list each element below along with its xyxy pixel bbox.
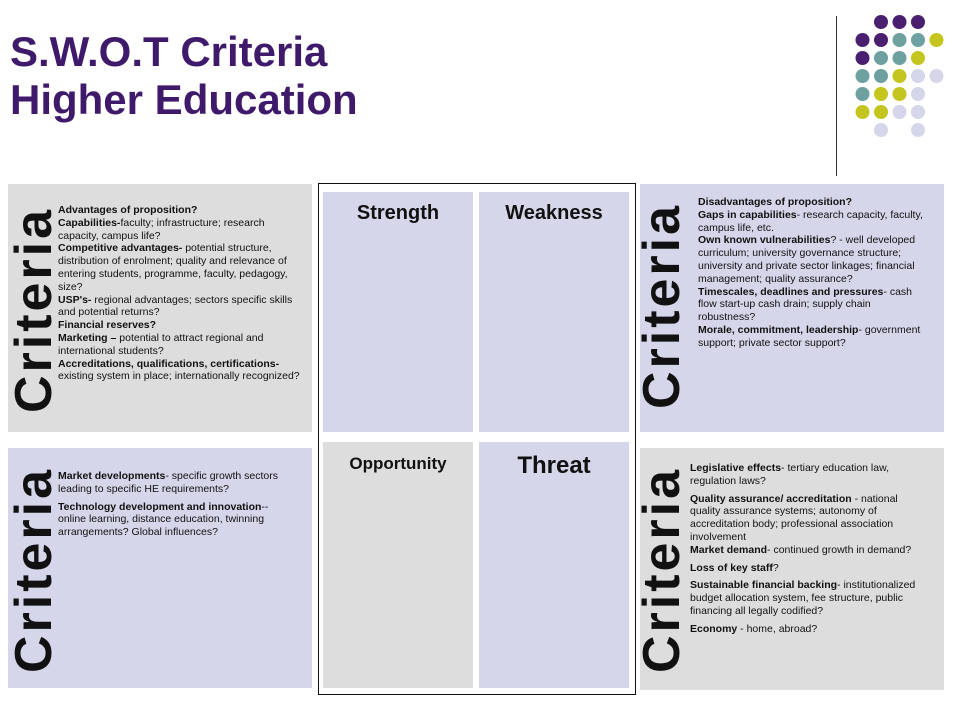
criteria-item-detail: - cash flow start-up cash drain; supply chain robustness?: [698, 285, 912, 324]
weakness-criteria-panel: [633, 184, 944, 432]
criteria-item-heading: Economy: [690, 622, 738, 635]
criteria-item: [58, 470, 280, 496]
criteria-item: [690, 623, 924, 636]
decorative-dot: [856, 87, 870, 101]
criteria-item-heading: Financial reserves?: [58, 319, 157, 332]
criteria-item-detail: - continued growth in demand?: [767, 543, 912, 556]
criteria-label: Criteria: [633, 466, 691, 674]
decorative-dot: [911, 123, 925, 137]
criteria-item-detail: - institutionalized budget allocation system, fee structure, public financing all legally codified?: [690, 579, 916, 617]
strength-quadrant: [323, 192, 473, 432]
decorative-dot: [911, 105, 925, 119]
opportunity-label: Opportunity: [349, 454, 447, 473]
criteria-item-detail: - national quality assurance systems; autonomy of accreditation body; professional association involvement: [690, 492, 898, 543]
criteria-item-heading: Capabilities-: [58, 216, 121, 229]
decorative-dot: [911, 15, 925, 29]
criteria-item: [698, 196, 930, 209]
criteria-item-heading: Own known vulnerabilities: [698, 234, 831, 247]
criteria-item-heading: Gaps in capabilities: [698, 208, 797, 221]
threat-quadrant: [479, 442, 629, 688]
criteria-item-detail: existing system in place; internationally recognized?: [58, 370, 300, 383]
criteria-item-detail: - home, abroad?: [737, 622, 818, 635]
criteria-item-detail: - research capacity, faculty, campus life, etc.: [698, 208, 923, 234]
threat-label: Threat: [517, 452, 591, 479]
decorative-dot: [874, 33, 888, 47]
criteria-item-heading: Marketing –: [58, 331, 120, 344]
decorative-dot: [856, 33, 870, 47]
criteria-item: [58, 358, 306, 384]
criteria-item-heading: Technology development and innovation: [58, 500, 262, 513]
criteria-item-detail: ?: [772, 561, 779, 574]
swot-grid: [318, 183, 636, 695]
criteria-item-heading: Accreditations, qualifications, certifications-: [58, 357, 280, 370]
decorative-dot: [874, 87, 888, 101]
decorative-dot: [874, 15, 888, 29]
criteria-item-detail: - tertiary education law, regulation laws?: [690, 462, 890, 487]
criteria-item: [58, 501, 280, 539]
decorative-dot: [911, 33, 925, 47]
criteria-item-detail: - specific growth sectors leading to specific HE requirements?: [58, 470, 278, 495]
criteria-item: [58, 294, 306, 320]
criteria-item-detail: ? - well developed curriculum; university governance structure; university and private sector linkages; financial management; quality assurance?: [698, 234, 916, 285]
decorative-dot: [911, 87, 925, 101]
decorative-dot: [874, 105, 888, 119]
decorative-dot: [874, 51, 888, 65]
decorative-dot: [874, 123, 888, 137]
weakness-criteria-text: [698, 196, 930, 350]
criteria-item: [690, 562, 924, 575]
opportunity-criteria-panel: [5, 448, 312, 688]
decorative-dot: [856, 69, 870, 83]
criteria-item-heading: Competitive advantages-: [58, 242, 183, 255]
criteria-label: Criteria: [5, 206, 63, 414]
criteria-item: [58, 204, 306, 217]
criteria-item: [690, 579, 924, 617]
opportunity-quadrant: [323, 442, 473, 688]
criteria-item: [698, 209, 930, 235]
decorative-dot: [893, 69, 907, 83]
criteria-item: [690, 462, 924, 488]
criteria-item: [698, 286, 930, 324]
decorative-dot: [930, 33, 944, 47]
criteria-label: Criteria: [633, 202, 691, 410]
threat-criteria-panel: [633, 448, 944, 690]
criteria-item-heading: Morale, commitment, leadership: [698, 323, 859, 336]
decorative-dot: [893, 87, 907, 101]
criteria-item-heading: Disadvantages of proposition?: [698, 196, 853, 208]
decorative-dot: [874, 69, 888, 83]
decorative-dot: [930, 69, 944, 83]
criteria-item-heading: Market demand: [690, 543, 768, 556]
criteria-item-heading: Sustainable financial backing: [690, 579, 838, 592]
opportunity-criteria-text: [58, 470, 280, 539]
criteria-item-detail: faculty; infrastructure; research capacity, campus life?: [58, 216, 265, 242]
slide-title: [10, 28, 358, 124]
title-line-1: S.W.O.T Criteria: [10, 28, 328, 75]
vertical-divider: [836, 16, 837, 176]
weakness-quadrant: [479, 192, 629, 432]
decorative-dot: [893, 105, 907, 119]
criteria-item: [58, 332, 306, 358]
decorative-dot: [856, 51, 870, 65]
threat-criteria-text: [690, 462, 924, 636]
decorative-dot: [911, 51, 925, 65]
title-line-2: Higher Education: [10, 76, 358, 123]
criteria-item-heading: Quality assurance/ accreditation: [690, 492, 852, 505]
criteria-item: [690, 544, 924, 557]
weakness-label: Weakness: [505, 202, 603, 224]
decorative-dot: [893, 51, 907, 65]
criteria-item: [58, 319, 306, 332]
decorative-dot: [856, 105, 870, 119]
criteria-item: [698, 324, 930, 350]
criteria-item-heading: Legislative effects: [690, 462, 782, 474]
criteria-item-heading: USP's-: [58, 293, 92, 306]
criteria-item-heading: Loss of key staff: [690, 561, 773, 574]
criteria-item-detail: potential structure, distribution of enrolment; quality and relevance of entering students, programme, faculty, pedagogy, size?: [58, 242, 288, 293]
criteria-item-detail: regional advantages; sectors specific skills and potential returns?: [58, 293, 293, 319]
criteria-item-detail: - government support; private sector support?: [698, 323, 921, 349]
criteria-label: Criteria: [5, 466, 63, 674]
criteria-item: [698, 234, 930, 285]
criteria-item: [690, 493, 924, 544]
decorative-dot: [893, 15, 907, 29]
strength-criteria-text: [58, 204, 306, 383]
criteria-item: [58, 217, 306, 243]
strength-criteria-panel: [5, 184, 312, 432]
decorative-dot: [911, 69, 925, 83]
criteria-item-heading: Market developments: [58, 470, 166, 482]
criteria-item-detail: --online learning, distance education, twinning arrangements? Global influences?: [58, 500, 269, 539]
strength-label: Strength: [356, 202, 440, 224]
criteria-item-heading: Timescales, deadlines and pressures: [698, 285, 884, 298]
criteria-item-detail: potential to attract regional and international students?: [58, 331, 264, 357]
decorative-dot: [893, 33, 907, 47]
criteria-item-heading: Advantages of proposition?: [58, 204, 198, 216]
criteria-item: [58, 242, 306, 293]
